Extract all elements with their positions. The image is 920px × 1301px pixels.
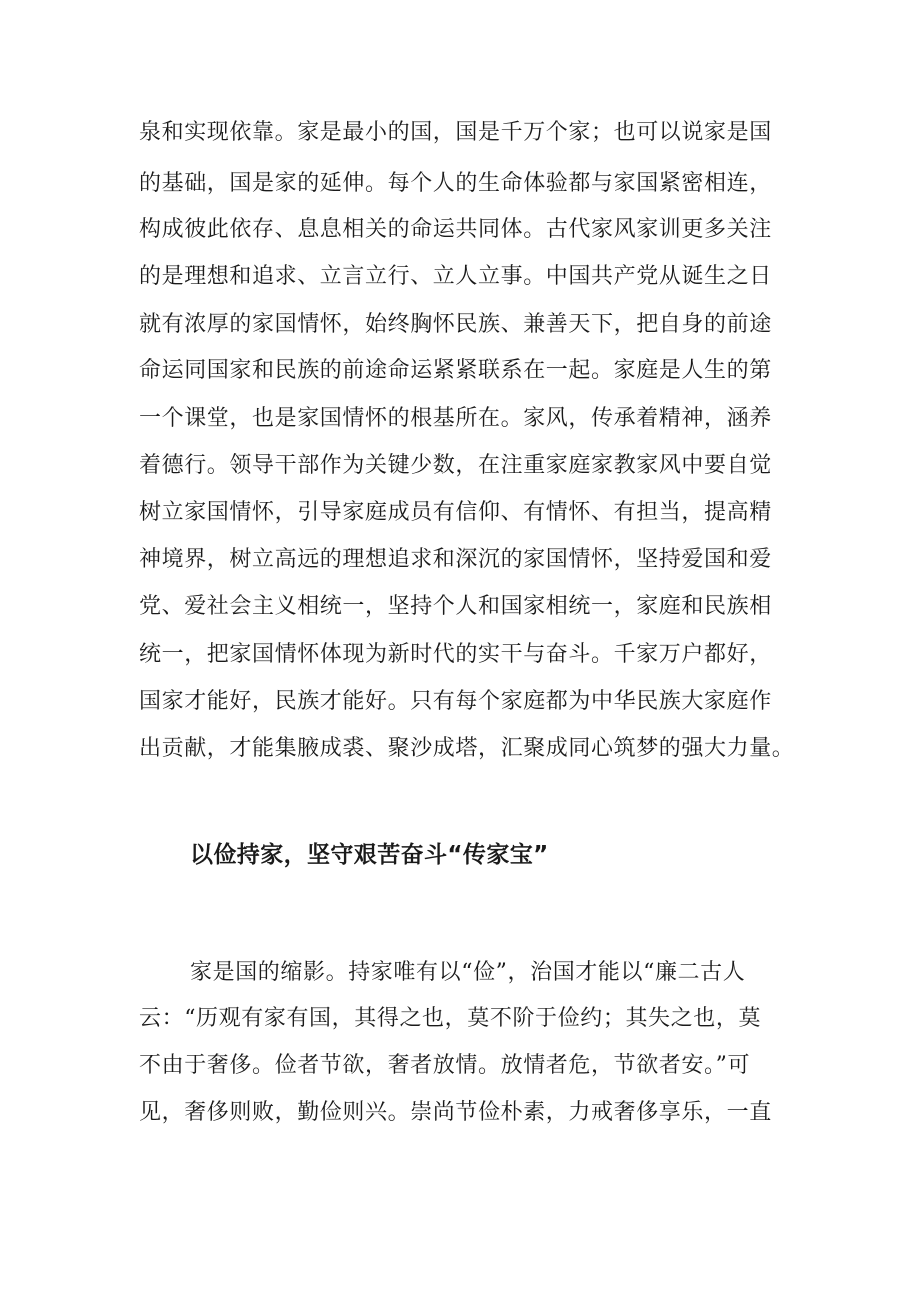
text-line: 统一，把家国情怀体现为新时代的实干与奋斗。千家万户都好， bbox=[139, 642, 772, 667]
text-line: 不由于奢侈。俭者节欲，奢者放情。放情者危，节欲者安。”可 bbox=[139, 1053, 751, 1078]
text-line: 就有浓厚的家国情怀，始终胸怀民族、兼善天下，把自身的前途 bbox=[139, 312, 772, 337]
text-line: 党、爱社会主义相统一，坚持个人和国家相统一，家庭和民族相 bbox=[139, 594, 772, 619]
text-line: 见，奢侈则败，勤俭则兴。崇尚节俭朴素，力戒奢侈享乐，一直 bbox=[139, 1100, 772, 1125]
text-line: 家是国的缩影。持家唯有以“俭”，治国才能以“廉二古人 bbox=[190, 960, 746, 985]
section-heading: 以俭持家，坚守艰苦奋斗“传家宝” bbox=[190, 842, 549, 868]
text-line: 云：“历观有家有国，其得之也，莫不阶于俭约；其失之也，莫 bbox=[139, 1006, 762, 1031]
text-line: 泉和实现依靠。家是最小的国，国是千万个家；也可以说家是国 bbox=[139, 120, 772, 145]
text-line: 着德行。领导干部作为关键少数，在注重家庭家教家风中要自觉 bbox=[139, 453, 772, 478]
text-line: 命运同国家和民族的前途命运紧紧联系在一起。家庭是人生的第 bbox=[139, 358, 772, 383]
text-line: 的是理想和追求、立言立行、立人立事。中国共产党从诞生之日 bbox=[139, 264, 772, 289]
text-line: 神境界，树立高远的理想追求和深沉的家国情怀，坚持爱国和爱 bbox=[139, 547, 772, 572]
text-line: 的基础，国是家的延伸。每个人的生命体验都与家国紧密相连， bbox=[139, 171, 772, 196]
text-line: 构成彼此依存、息息相关的命运共同体。古代家风家训更多关注 bbox=[139, 217, 772, 242]
text-line: 一个课堂，也是家国情怀的根基所在。家风，传承着精神，涵养 bbox=[139, 406, 772, 431]
text-line: 出贡献，才能集腋成裘、聚沙成塔，汇聚成同心筑梦的强大力量。 bbox=[139, 736, 795, 761]
text-line: 树立家国情怀，引导家庭成员有信仰、有情怀、有担当，提高精 bbox=[139, 500, 772, 525]
text-line: 国家才能好，民族才能好。只有每个家庭都为中华民族大家庭作 bbox=[139, 689, 772, 714]
